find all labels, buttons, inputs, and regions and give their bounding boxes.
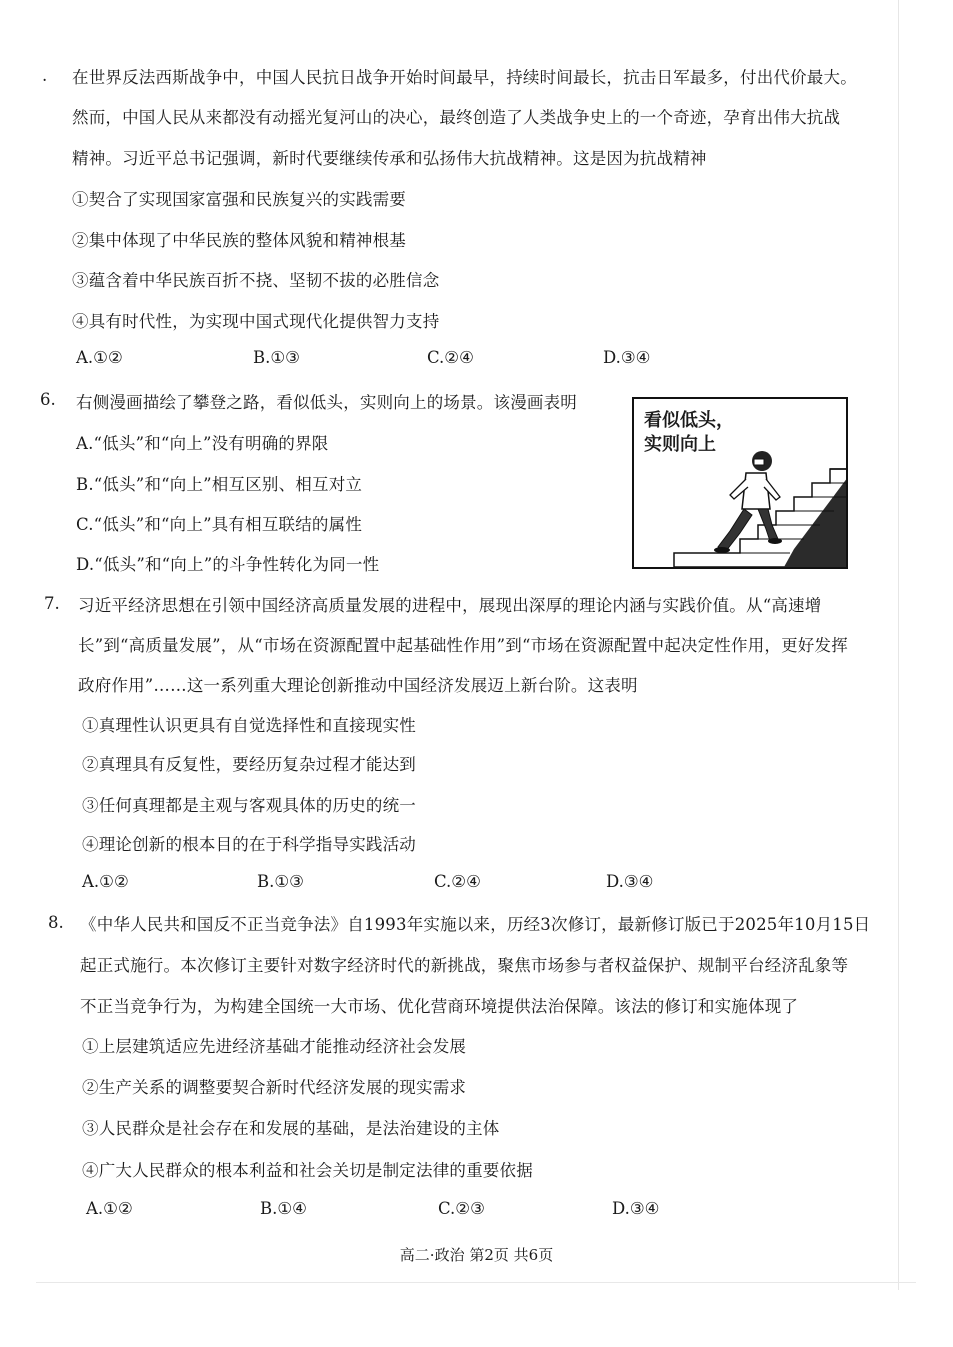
q8-stem-line-1: 《中华人民共和国反不正当竞争法》自1993年实施以来，历经3次修订，最新修订版已于2025年10月15日 <box>80 915 871 934</box>
q7-number: 7. <box>44 594 60 613</box>
q5-choice-c[interactable]: C.②④ <box>427 348 474 367</box>
q7-choice-c[interactable]: C.②④ <box>434 872 481 891</box>
q5-number: . <box>42 66 48 85</box>
q5-stem-line-1: 在世界反法西斯战争中，中国人民抗日战争开始时间最早，持续时间最长，抗击日军最多，付出代价最大。 <box>72 68 857 87</box>
q5-option-1: ①契合了实现国家富强和民族复兴的实践需要 <box>72 190 406 209</box>
q6-number: 6. <box>40 390 56 409</box>
q5-stem-line-2: 然而，中国人民从来都没有动摇光复河山的决心，最终创造了人类战争史上的一个奇迹，孕育出伟大抗战 <box>72 108 841 127</box>
q8-option-1: ①上层建筑适应先进经济基础才能推动经济社会发展 <box>82 1037 467 1056</box>
q7-choice-b[interactable]: B.①③ <box>257 872 304 891</box>
q6-option-a[interactable]: A.“低头”和“向上”没有明确的界限 <box>76 434 329 453</box>
q7-option-4: ④理论创新的根本目的在于科学指导实践活动 <box>82 835 416 854</box>
scan-edge-line <box>898 0 899 1290</box>
q6-option-b[interactable]: B.“低头”和“向上”相互区别、相互对立 <box>76 475 363 494</box>
q5-option-3: ③蕴含着中华民族百折不挠、坚韧不拔的必胜信念 <box>72 271 440 290</box>
q5-choice-a[interactable]: A.①② <box>76 348 123 367</box>
comic-caption: 看似低头， 实则向上 <box>644 410 734 455</box>
q8-choice-d[interactable]: D.③④ <box>612 1199 660 1218</box>
q6-option-d[interactable]: D.“低头”和“向上”的斗争性转化为同一性 <box>76 555 380 574</box>
q8-stem-line-2: 起正式施行。本次修订主要针对数字经济时代的新挑战，聚焦市场参与者权益保护、规制平台经济乱象等 <box>80 956 849 975</box>
q8-option-3: ③人民群众是社会存在和发展的基础，是法治建设的主体 <box>82 1119 500 1138</box>
q5-choice-b[interactable]: B.①③ <box>253 348 300 367</box>
q7-stem-line-2: 长”到“高质量发展”，从“市场在资源配置中起基础性作用”到“市场在资源配置中起决定性作用，更好发挥 <box>78 636 848 655</box>
q8-stem-line-3: 不正当竞争行为，为构建全国统一大市场、优化营商环境提供法治保障。该法的修订和实施体现了 <box>80 997 799 1016</box>
q5-option-4: ④具有时代性，为实现中国式现代化提供智力支持 <box>72 312 440 331</box>
q7-stem-line-3: 政府作用”……这一系列重大理论创新推动中国经济发展迈上新台阶。这表明 <box>78 676 638 695</box>
q7-stem-line-1: 习近平经济思想在引领中国经济高质量发展的进程中，展现出深厚的理论内涵与实践价值。从“高速增 <box>78 596 822 615</box>
q7-option-2: ②真理具有反复性，要经历复杂过程才能达到 <box>82 755 416 774</box>
q7-choice-a[interactable]: A.①② <box>82 872 129 891</box>
q5-option-2: ②集中体现了中华民族的整体风貌和精神根基 <box>72 231 406 250</box>
q8-choice-a[interactable]: A.①② <box>86 1199 133 1218</box>
q5-stem-line-3: 精神。习近平总书记强调，新时代要继续传承和弘扬伟大抗战精神。这是因为抗战精神 <box>72 149 707 168</box>
page-footer: 高二·政治 第2页 共6页 <box>399 1246 554 1264</box>
q6-stem: 右侧漫画描绘了攀登之路，看似低头，实则向上的场景。该漫画表明 <box>76 393 577 412</box>
q7-option-3: ③任何真理都是主观与客观具体的历史的统一 <box>82 796 416 815</box>
q8-choice-c[interactable]: C.②③ <box>438 1199 485 1218</box>
q8-number: 8. <box>48 913 64 932</box>
q6-option-c[interactable]: C.“低头”和“向上”具有相互联结的属性 <box>76 515 363 534</box>
q5-choice-d[interactable]: D.③④ <box>603 348 651 367</box>
q7-option-1: ①真理性认识更具有自觉选择性和直接现实性 <box>82 716 416 735</box>
q8-option-4: ④广大人民群众的根本利益和社会关切是制定法律的重要依据 <box>82 1161 533 1180</box>
q8-choice-b[interactable]: B.①④ <box>260 1199 307 1218</box>
scan-bottom-line <box>36 1282 916 1283</box>
q8-option-2: ②生产关系的调整要契合新时代经济发展的现实需求 <box>82 1078 467 1097</box>
q7-choice-d[interactable]: D.③④ <box>606 872 654 891</box>
comic-illustration <box>632 397 848 569</box>
